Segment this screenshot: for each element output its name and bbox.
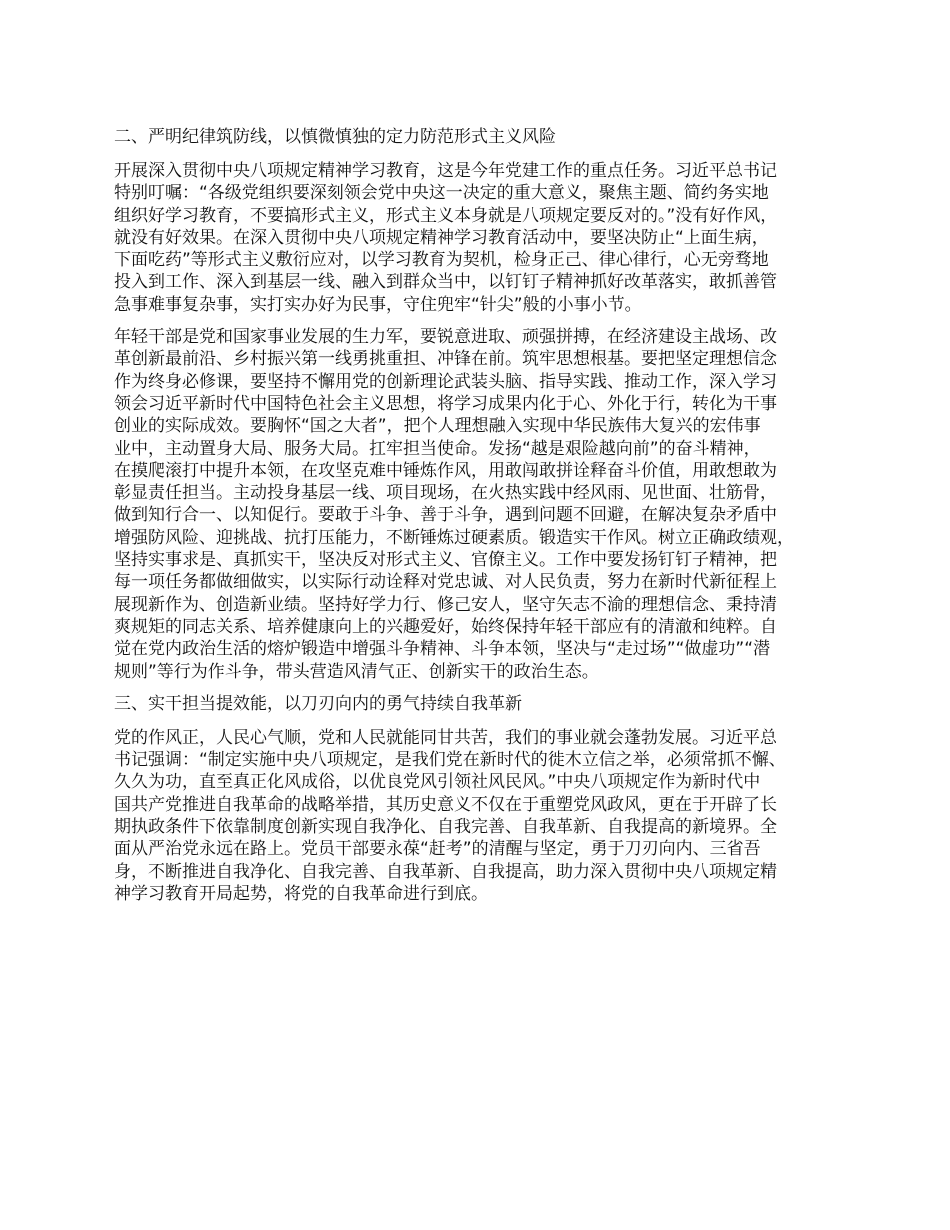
text-line: 党的作风正，人民心气顺，党和人民就能同甘共苦，我们的事业就会蓬勃发展。习近平总 <box>114 727 777 748</box>
text-line: 书记强调：“制定实施中央八项规定，是我们党在新时代的徙木立信之举，必须常抓不懈、 <box>114 750 786 771</box>
text-line: 特别叮嘱：“各级党组织要深刻领会党中央这一决定的重大意义，聚焦主题、简约务实地 <box>114 183 769 204</box>
text-line: 创业的实际成效。要胸怀“国之大者”，把个人理想融入实现中华民族伟大复兴的宏伟事 <box>114 416 761 437</box>
text-line: 面从严治党永远在路上。党员干部要永葆“赶考”的清醒与坚定，勇于刀刃向内、三省吾 <box>114 839 761 860</box>
text-line: 神学习教育开局起势，将党的自我革命进行到底。 <box>114 883 488 904</box>
text-line: 彰显责任担当。主动投身基层一线、项目现场，在火热实践中经风雨、见世面、壮筋骨， <box>114 483 777 504</box>
text-line: 久久为功，直至真正化风成俗，以优良党风引领社风民风。”中央八项规定作为新时代中 <box>114 772 761 793</box>
text-line: 每一项任务都做细做实，以实际行动诠释对党忠诚、对人民负责，努力在新时代新征程上 <box>114 572 777 593</box>
text-line: 国共产党推进自我革命的战略举措，其历史意义不仅在于重塑党风政风，更在于开辟了长 <box>114 794 777 815</box>
text-line: 下面吃药”等形式主义敷衍应对，以学习教育为契机，检身正己、律心律行，心无旁骛地 <box>114 250 769 271</box>
text-line: 做到知行合一、以知促行。要敢于斗争、善于斗争，遇到问题不回避，在解决复杂矛盾中 <box>114 505 777 526</box>
text-line: 作为终身必修课，要坚持不懈用党的创新理论武装头脑、指导实践、推动工作，深入学习 <box>114 371 777 392</box>
text-line: 增强防风险、迎挑战、抗打压能力，不断锤炼过硬素质。锻造实干作风。树立正确政绩观， <box>114 527 794 548</box>
text-line: 展现新作为、创造新业绩。坚持好学力行、修己安人，坚守矢志不渝的理想信念、秉持清 <box>114 594 777 615</box>
text-line: 觉在党内政治生活的熔炉锻造中增强斗争精神、斗争本领，坚决与“走过场”“做虚功”“潜 <box>114 639 771 660</box>
paragraph-2 <box>114 326 854 683</box>
text-line: 期执政条件下依靠制度创新实现自我净化、自我完善、自我革新、自我提高的新境界。全 <box>114 817 777 838</box>
text-line: 年轻干部是党和国家事业发展的生力军，要锐意进取、顽强拼搏，在经济建设主战场、改 <box>114 327 777 348</box>
text-line: 投入到工作、深入到基层一线、融入到群众当中，以钉钉子精神抓好改革落实，敢抓善管 <box>114 272 777 293</box>
text-line: 革创新最前沿、乡村振兴第一线勇挑重担、冲锋在前。筑牢思想根基。要把坚定理想信念 <box>114 349 777 370</box>
text-line: 在摸爬滚打中提升本领，在攻坚克难中锤炼作风，用敢闯敢拼诠释奋斗价值，用敢想敢为 <box>114 460 777 481</box>
section-heading-3: 三、实干担当提效能，以刀刃向内的勇气持续自我革新 <box>114 693 522 714</box>
text-line: 坚持实事求是、真抓实干，坚决反对形式主义、官僚主义。工作中要发扬钉钉子精神，把 <box>114 550 777 571</box>
text-line: 开展深入贯彻中央八项规定精神学习教育，这是今年党建工作的重点任务。习近平总书记 <box>114 161 777 181</box>
section-heading-2: 二、严明纪律筑防线，以慎微慎独的定力防范形式主义风险 <box>114 127 556 147</box>
text-line: 爽规矩的同志关系、培养健康向上的兴趣爱好，始终保持年轻干部应有的清澈和纯粹。自 <box>114 616 777 637</box>
paragraph-3 <box>114 727 854 905</box>
paragraph-1 <box>114 160 854 316</box>
text-line: 就没有好效果。在深入贯彻中央八项规定精神学习教育活动中，要坚决防止“上面生病， <box>114 227 769 248</box>
document-body <box>114 126 854 915</box>
text-line: 急事难事复杂事，实打实办好为民事，守住兜牢“针尖”般的小事小节。 <box>114 294 642 315</box>
text-line: 业中，主动置身大局、服务大局。扛牢担当使命。发扬“越是艰险越向前”的奋斗精神， <box>114 438 761 459</box>
text-line: 组织好学习教育，不要搞形式主义，形式主义本身就是八项规定要反对的。”没有好作风， <box>114 205 778 226</box>
text-line: 规则”等行为作斗争，带头营造风清气正、创新实干的政治生态。 <box>114 661 599 682</box>
text-line: 领会习近平新时代中国特色社会主义思想，将学习成果内化于心、外化于行，转化为干事 <box>114 393 777 414</box>
text-line: 身，不断推进自我净化、自我完善、自我革新、自我提高，助力深入贯彻中央八项规定精 <box>114 861 777 882</box>
